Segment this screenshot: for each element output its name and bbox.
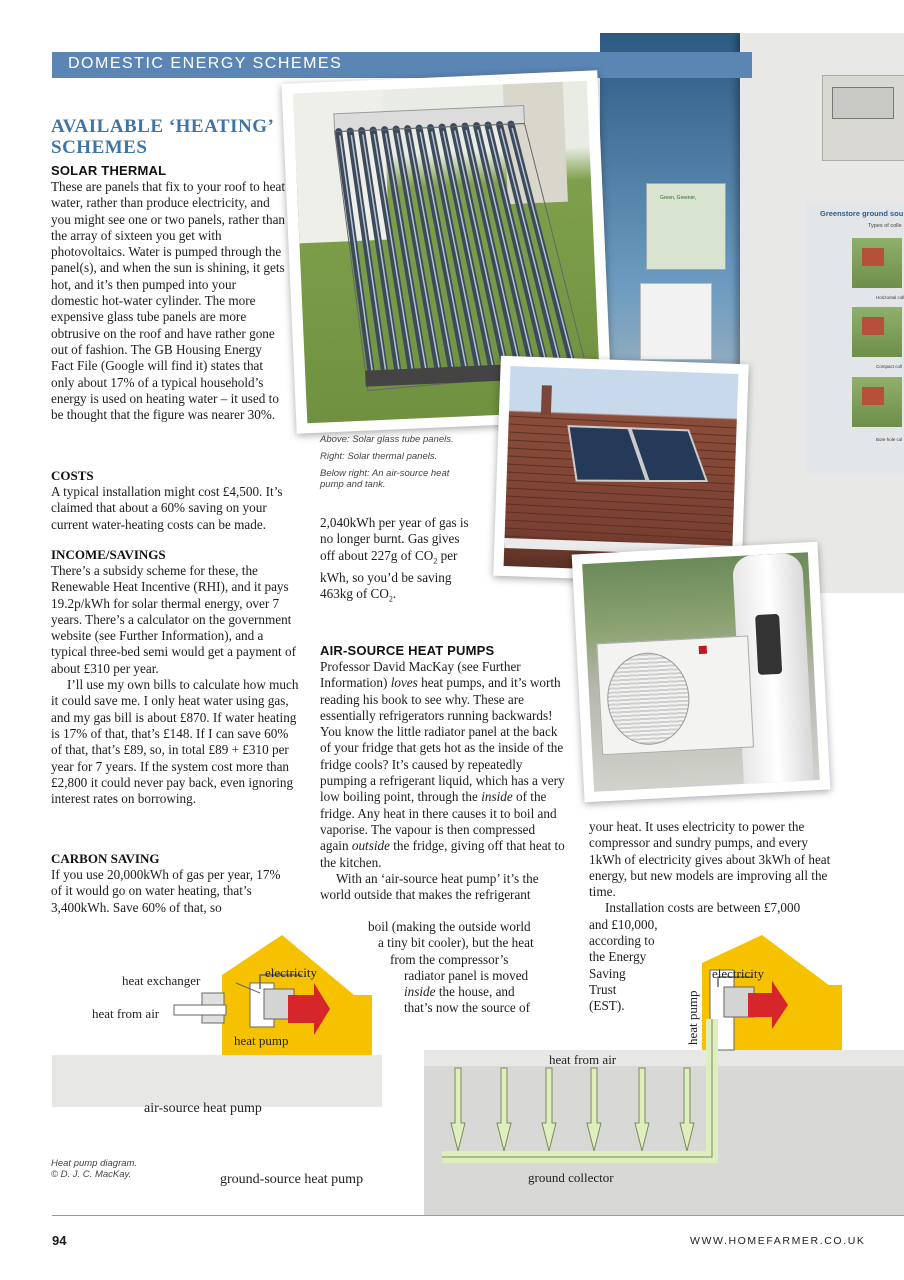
air-source-heading: AIR-SOURCE HEAT PUMPS bbox=[320, 643, 495, 658]
display-sign-text: Greenstore ground sou bbox=[820, 209, 904, 218]
costs-text bbox=[51, 484, 301, 533]
photo-captions bbox=[320, 434, 470, 490]
income-heading: INCOME/SAVINGS bbox=[51, 547, 166, 562]
subscript: 2 bbox=[433, 556, 438, 566]
article-title: AVAILABLE ‘HEATING’ SCHEMES bbox=[51, 116, 273, 158]
label-heat-pump-right: heat pump bbox=[685, 990, 700, 1045]
display-sub-text: Types of colle bbox=[868, 223, 902, 229]
display-label: Compact coll bbox=[876, 364, 903, 369]
roof-panels-graphic bbox=[504, 366, 739, 574]
runaround-line: (EST). bbox=[589, 998, 625, 1014]
label-heat-pump-left: heat pump bbox=[234, 1033, 289, 1048]
website-url[interactable]: WWW.HOMEFARMER.CO.UK bbox=[690, 1235, 866, 1247]
caption-right: Right: Solar thermal panels. bbox=[320, 451, 438, 462]
runaround-line: Trust bbox=[589, 981, 617, 997]
diagram-credit: © D. J. C. MacKay. bbox=[51, 1169, 132, 1180]
leaflet-text: Green, Greener, bbox=[660, 195, 697, 201]
runaround-line: boil (making the outside world bbox=[368, 919, 531, 934]
display-label: Bore hole col bbox=[876, 437, 903, 442]
label-electricity-left: electricity bbox=[265, 965, 317, 980]
carbon-paragraph: If you use 20,000kWh of gas per year, 17% of it would go on water heating, that’s 3,400kWh. Save 60% of that, so bbox=[51, 867, 281, 915]
caption-below-right: Below right: An air-source heat pump and tank. bbox=[320, 468, 450, 490]
runaround-line: radiator panel is moved bbox=[404, 967, 529, 983]
carbon-text bbox=[51, 867, 291, 916]
footer-rule bbox=[52, 1215, 904, 1216]
solar-thermal-text bbox=[51, 179, 285, 423]
runaround-line: a tiny bit cooler), but the heat bbox=[378, 935, 534, 951]
heat-pump-photo-frame bbox=[572, 542, 831, 803]
section-header-band bbox=[52, 52, 752, 78]
roof-photo bbox=[504, 366, 739, 574]
label-electricity-right: electricity bbox=[712, 966, 764, 981]
runaround-line: from the compressor’s bbox=[390, 951, 509, 967]
runaround-line: the Energy bbox=[589, 949, 647, 965]
carbon-cont-text: per kWh, so you’d be saving 463kg of CO bbox=[320, 547, 458, 601]
solar-thermal-heading: SOLAR THERMAL bbox=[51, 163, 167, 178]
label-heat-exchanger: heat exchanger bbox=[122, 973, 201, 988]
label-ground-collector: ground collector bbox=[528, 1170, 614, 1185]
heat-pump-diagram bbox=[52, 925, 904, 1215]
right-paragraph-2: Installation costs are between £7,000 bbox=[605, 900, 801, 916]
air-source-paragraph-2a: With an ‘air-source heat pump’ it’s the world outside that makes the refrigerant bbox=[320, 870, 539, 903]
page-number: 94 bbox=[52, 1233, 67, 1248]
runaround-line: and £10,000, bbox=[589, 916, 658, 932]
runaround-line: Saving bbox=[589, 965, 626, 981]
runaround-line: according to bbox=[589, 933, 655, 949]
caption-above: Above: Solar glass tube panels. bbox=[320, 434, 454, 445]
title-ground-source: ground-source heat pump bbox=[220, 1172, 364, 1187]
ground-band-left bbox=[52, 1055, 382, 1107]
diagram-caption bbox=[51, 1158, 137, 1180]
carbon-cont-text: . bbox=[392, 585, 397, 601]
income-paragraph-2: I’ll use my own bills to calculate how much it could save me. I only heat water using gas, and my gas bill is about £870. If water heating is 17% of that, that’s £148. If I can save 60% of that, that’s £89, so, in total £89 + £310 per year for 7 years. If the system cost more than £2,800 it could never pay back, even ignoring interest rates on borrowing. bbox=[51, 677, 299, 807]
air-source-text bbox=[320, 659, 566, 903]
solar-thermal-paragraph: These are panels that fix to your roof to heat water, rather than produce electricity, and you might see one or two panels, rather than the array of sixteen you get with photovoltaics. Water is pumped through the panel(s), and when the sun is shining, it gets hot, and it’s then pumped into your domestic hot-water cylinder. The more expensive glass tube panels are more obtrusive on the roof and have rather gone out of fashion. The GB Housing Energy Fact File (Google will find it) states that only about 17% of a typical household’s energy is used on heating water – it used to be thought that the figure was nearer 30%. bbox=[51, 179, 286, 423]
income-text bbox=[51, 563, 301, 807]
subscript: 2 bbox=[388, 594, 393, 604]
display-label: Horizontal coll bbox=[876, 295, 904, 300]
heat-pump-photo bbox=[582, 552, 820, 792]
carbon-continued bbox=[320, 515, 470, 608]
income-paragraph-1: There’s a subsidy scheme for these, the Renewable Heat Incentive (RHI), and it pays 19.2p/kWh for solar thermal energy, over 7 years. There’s a calculator on the government website (see Further Information), and a typical three-bed semi would get a payment of about £310 per year. bbox=[51, 563, 296, 676]
label-heat-from-air-left: heat from air bbox=[92, 1006, 160, 1021]
runaround-line: that’s now the source of bbox=[404, 1000, 530, 1016]
carbon-cont-text: 2,040kWh per year of gas is no longer burnt. Gas gives off about 227g of CO bbox=[320, 515, 469, 563]
ground-band-right bbox=[424, 1050, 904, 1215]
carbon-heading: CARBON SAVING bbox=[51, 851, 160, 866]
air-source-paragraph-1: Professor David MacKay (see Further Information) loves heat pumps, and it’s worth reading his book to see why. These are essentially refrigerators running backwards! You know the little radiator panel at the back of your fridge that gets hot as the inside of the fridge cools? It’s caused by repeatedly pumping a refrigerant liquid, which has a very low boiling point, through the inside of the fridge. Any heat in there causes it to boil and vaporise. The vapour is then compressed again outside the fridge, giving off that heat to the kitchen. bbox=[320, 659, 565, 870]
runaround-line: inside the house, and bbox=[404, 984, 515, 1000]
right-paragraph-1: your heat. It uses electricity to power the compressor and sundry pumps, and every 1kWh of electricity gives about 3kWh of heat energy, but new models are improving all the time. bbox=[589, 819, 831, 900]
label-heat-from-air-right: heat from air bbox=[549, 1052, 617, 1067]
diagram-caption-line: Heat pump diagram. bbox=[51, 1158, 138, 1169]
title-air-source: air-source heat pump bbox=[144, 1101, 262, 1116]
costs-heading: COSTS bbox=[51, 468, 94, 483]
section-header: DOMESTIC ENERGY SCHEMES bbox=[68, 55, 343, 72]
costs-paragraph: A typical installation might cost £4,500. It’s claimed that about a 60% saving on your current water-heating costs can be made. bbox=[51, 484, 283, 532]
